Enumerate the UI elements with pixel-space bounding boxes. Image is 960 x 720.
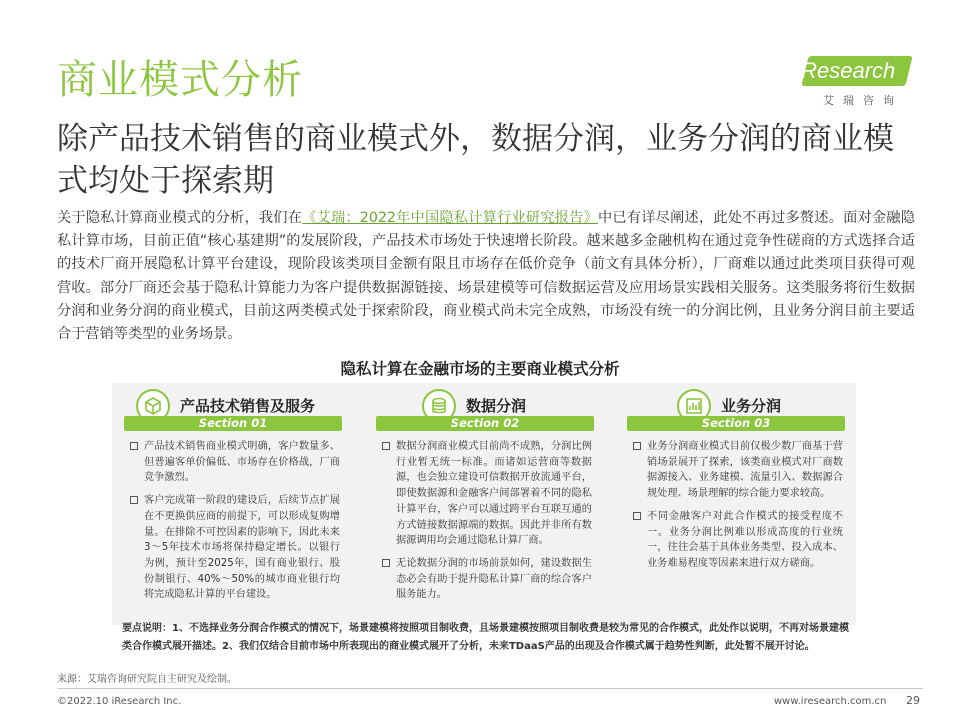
bullet-text: 数据分润商业模式目前尚不成熟，分润比例行业暂无统一标准。而诸如运营商等数据源，也会独立建设可信数据开放流通平台，即使数据源和金融客户间部署着不同的隐私计算平台，客户可以通过跨平台互联互通的方式链接数据源端的数据。因此并非所有数据源调用均会通过隐私计算厂商。 [396, 441, 592, 547]
bullet-list [124, 439, 342, 603]
website-link[interactable]: www.iresearch.com.cn [774, 696, 887, 707]
figure-title: 隐私计算在金融市场的主要商业模式分析 [340, 360, 620, 378]
bullet-text: 客户完成第一阶段的建设后，后续节点扩展在不更换供应商的前提下，可以形成复购增量。在排除不可控因素的影响下，因此未来3～5年技术市场将保持稳定增长。以银行为例，预计至2025年，国有商业银行、股份制银行、40%～50%的城市商业银行均将完成隐私计算的平台建设。 [144, 495, 340, 601]
intro-prefix: 关于隐私计算商业模式的分析，我们在 [57, 210, 303, 226]
section-label: Section 01 [198, 416, 268, 430]
column-data-sharing [376, 385, 594, 610]
logo-wordmark [795, 58, 895, 84]
checkbox-bullet-icon [633, 442, 641, 450]
column-header [376, 385, 594, 435]
checkbox-bullet-icon [130, 442, 138, 450]
bullet-list [376, 439, 594, 603]
section-label: Section 02 [450, 416, 520, 430]
list-item [633, 509, 843, 572]
list-item [130, 439, 340, 486]
column-product-sales [124, 385, 342, 610]
bullet-text: 产品技术销售商业模式明确，客户数量多、但普遍客单价偏低、市场存在价格战，厂商竞争激烈。 [144, 441, 340, 484]
logo-i-letter: i [795, 58, 802, 83]
page-title: 商业模式分析 [57, 57, 303, 103]
column-title: 业务分润 [721, 397, 782, 415]
bullet-text: 业务分润商业模式目前仅极少数厂商基于营销场景展开了探索，该类商业模式对厂商数据源接入、业务建模、流量引入、数据源合规处理、场景理解的综合能力要求较高。 [647, 441, 843, 500]
list-item [633, 439, 843, 502]
column-header [124, 385, 342, 435]
logo-research-text: Research [801, 58, 896, 83]
intro-paragraph [57, 207, 915, 346]
list-item [382, 439, 592, 549]
key-points-note: 要点说明：1、不选择业务分润合作模式的情况下，场景建模将按照项目制收费，且场景建模按照项目制收费是较为常见的合作模式，此处作以说明，不再对场景建模类合作模式展开描述。2、我们仅结合目前市场中所表现出的商业模式展开了分析，未来TDaaS产品的出现及合作模式属于趋势性判断，此处暂不展开讨论。 [122, 623, 849, 652]
bullet-text: 不同金融客户对此合作模式的接受程度不一。业务分润比例难以形成高度的行业统一，往往会基于具体业务类型、投入成本、业务难易程度等因素来进行双方磋商。 [647, 510, 843, 569]
page-number: 29 [906, 694, 920, 707]
iresearch-logo [781, 50, 911, 110]
report-link[interactable]: 《艾瑞：2022年中国隐私计算行业研究报告》 [302, 210, 598, 226]
bullet-text: 无论数据分润的市场前景如何，建设数据生态必会有助于提升隐私计算厂商的综合客户服务能力。 [396, 557, 592, 601]
copyright-text: ©2022.10 iResearch Inc. [57, 696, 182, 707]
section-label: Section 03 [701, 416, 771, 430]
page-subtitle: 除产品技术销售的商业模式外，数据分润，业务分润的商业模式均处于探索期 [57, 121, 894, 199]
checkbox-bullet-icon [382, 442, 390, 450]
column-business-sharing [627, 385, 845, 579]
bullet-list [627, 439, 845, 572]
footer-divider [57, 688, 923, 689]
checkbox-bullet-icon [382, 559, 390, 567]
intro-suffix: 中已有详尽阐述，此处不再过多赘述。面对金融隐私计算市场，目前正值“核心基建期”的发展阶段，产品技术市场处于快速增长阶段。越来越多金融机构在通过竞争性磋商的方式选择合适的技术厂商开展隐私计算平台建设，现阶段该类项目金额有限且市场存在低价竞争（前文有具体分析），厂商难以通过此类项目获得可观营收。部分厂商还会基于隐私计算能力为客户提供数据源链接、场景建模等可信数据运营及应用场景实践相关服务。这类服务将衍生数据分润和业务分润的商业模式，目前这两类模式处于探索阶段，商业模式尚未完全成熟，市场没有统一的分润比例，且业务分润目前主要适合于营销等类型的业务场景。 [57, 210, 915, 343]
logo-chinese-text: 艾瑞咨询 [823, 94, 903, 107]
column-title: 产品技术销售及服务 [180, 397, 316, 415]
source-note: 来源：艾瑞咨询研究院自主研究及绘制。 [57, 674, 237, 685]
checkbox-bullet-icon [130, 496, 138, 504]
list-item [130, 493, 340, 603]
column-header [627, 385, 845, 435]
list-item [382, 556, 592, 603]
checkbox-bullet-icon [633, 512, 641, 520]
column-title: 数据分润 [466, 397, 527, 415]
